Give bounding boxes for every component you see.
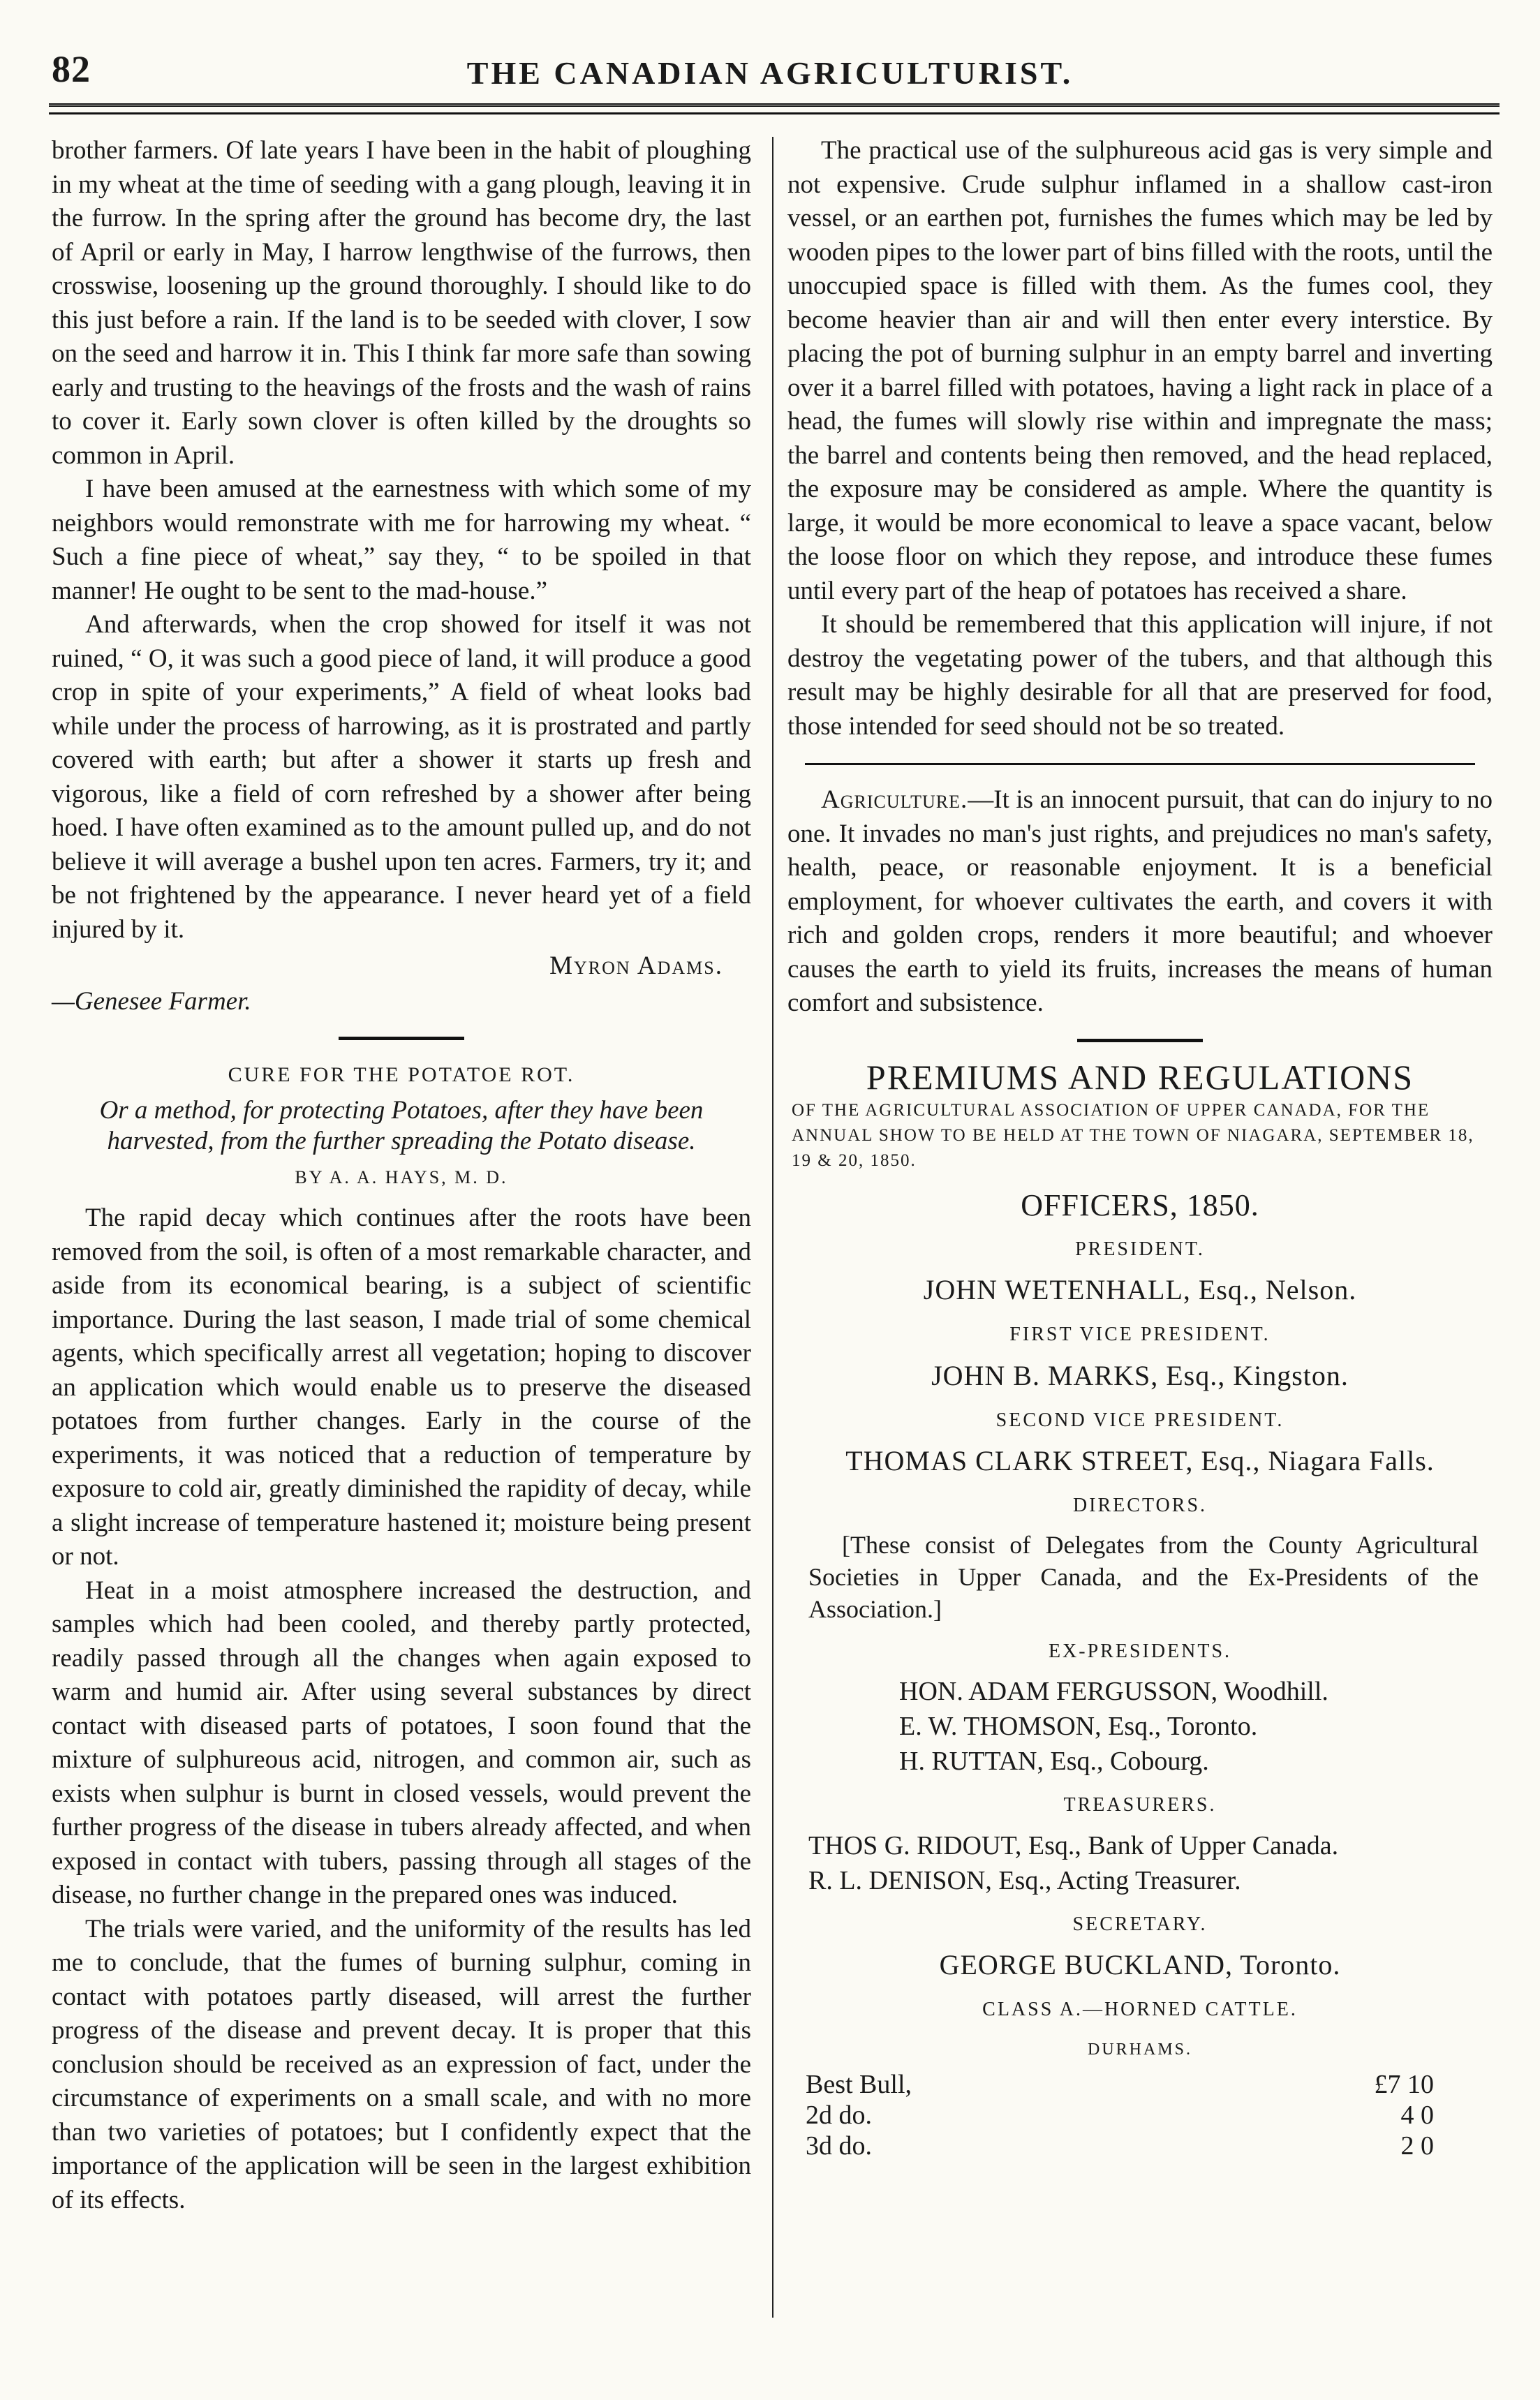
first-vp-label: FIRST VICE PRESIDENT. xyxy=(1009,1324,1271,1345)
treasurer-item: THOS G. RIDOUT, Esq., Bank of Upper Canada. xyxy=(808,1830,1339,1860)
officers-heading: OFFICERS, 1850. xyxy=(1021,1188,1259,1222)
ex-president-item: HON. ADAM FERGUSSON, Woodhill. xyxy=(899,1677,1328,1706)
president-label: PRESIDENT. xyxy=(1075,1238,1205,1260)
treasurers-label: TREASURERS. xyxy=(1063,1794,1217,1816)
column-divider xyxy=(772,137,773,2318)
potato-paragraph-3: The trials were varied, and the uniformity of the results has led me to conclude, that the fumes of burning sulphur, coming in contact with potatoes partly diseased, will arrest the further progress of the disease and prevent decay. It is proper that this conclusion should be received as an expression of fact, under the circumstance of experiments on a small scale, and with no more than two varieties of potatoes; but I confidently expect that the importance of the application will be seen in the largest exhibition of its effects. xyxy=(52,1914,751,2214)
right-column xyxy=(787,134,1493,2161)
ex-presidents-label: EX-PRESIDENTS. xyxy=(1048,1640,1232,1662)
prize-table xyxy=(806,2069,1434,2161)
second-vp-label: SECOND VICE PRESIDENT. xyxy=(995,1409,1284,1431)
potato-article-title: CURE FOR THE POTATOE ROT. xyxy=(228,1063,575,1086)
letter-signature: Myron Adams. xyxy=(549,951,723,980)
second-vp-name: THOMAS CLARK STREET, Esq., Niagara Falls. xyxy=(845,1445,1435,1476)
header-rule xyxy=(49,103,1500,114)
premiums-subtitle: OF THE AGRICULTURAL ASSOCIATION OF UPPER CANADA, FOR THE ANNUAL SHOW TO BE HELD AT THE TOWN OF NIAGARA, SEPTEMBER 18, 19 & 20, 1850. xyxy=(792,1101,1474,1170)
agriculture-paragraph xyxy=(787,783,1493,1021)
treasurer-item: R. L. DENISON, Esq., Acting Treasurer. xyxy=(808,1865,1241,1895)
secretary-name: GEORGE BUCKLAND, Toronto. xyxy=(939,1949,1341,1980)
ex-president-item: E. W. THOMSON, Esq., Toronto. xyxy=(899,1712,1258,1741)
letter-paragraph-1: brother farmers. Of late years I have been in the habit of ploughing in my wheat at the time of seeding with a gang plough, leaving it in the furrow. In the spring after the ground has become dry, the last of April or early in May, I harrow lengthwise of the furrows, then crosswise, loosening up the ground thoroughly. I should like to do this just before a rain. If the land is to be seeded with clover, I sow on the seed and harrow it in. This I think far more safe than sowing early and trusting to the heavings of the frosts and the wash of rains to cover it. Early sown clover is often killed by the droughts so common in April. xyxy=(52,136,751,470)
letter-paragraph-3: And afterwards, when the crop showed for itself it was not ruined, “ O, it was such a good piece of land, it will produce a good crop in spite of your experiments,” A field of wheat looks bad while under the process of harrowing, as it is prostrated and partly covered with earth; but after a shower it starts up fresh and vigorous, like a field of corn refreshed by a shower after being hoed. I have often examined as to the amount pulled up, and do not believe it will average a bushel upon ten acres. Farmers, try it; and be not frightened by the appearance. I never heard yet of a field injured by it. xyxy=(52,610,751,944)
potato-article-byline: BY A. A. HAYS, M. D. xyxy=(295,1166,508,1187)
potato-paragraph-1: The rapid decay which continues after the roots have been removed from the soil, is often of a most remarkable character, and aside from its economical bearing, is a subject of scientific importance. During the last season, I made trial of some chemical agents, which specifically arrest all vegetation; hoping to discover an application which would enable us to preserve the diseased potatoes from further changes. Early in the course of the experiments, it was noticed that a reduction of temperature by exposure to cold air, greatly diminished the rapidity of decay, while a slight increase of temperature hastened it; moisture being present or not. xyxy=(52,1203,751,1571)
section-divider xyxy=(1077,1039,1203,1042)
agriculture-lead: Agriculture. xyxy=(821,785,968,814)
directors-label: DIRECTORS. xyxy=(1072,1495,1208,1516)
table-row xyxy=(806,2069,1434,2100)
section-divider xyxy=(805,763,1475,765)
letter-paragraph-2: I have been amused at the earnestness with which some of my neighbors would remonstrate with me for harrowing my wheat. “ Such a fine piece of wheat,” say they, “ to be spoiled in that manner! He ought to be sent to the mad-house.” xyxy=(52,475,751,605)
first-vp-name: JOHN B. MARKS, Esq., Kingston. xyxy=(931,1359,1349,1391)
president-name: JOHN WETENHALL, Esq., Nelson. xyxy=(923,1274,1357,1305)
prize-label: Best Bull, xyxy=(806,2070,912,2099)
potato-paragraph-2: Heat in a moist atmosphere increased the destruction, and samples which had been cooled, and thereby partly protected, readily passed through all the changes when again exposed to warm and humid air. After using several substances by direct contact with diseased parts of potatoes, I soon found that the mixture of sulphureous acid, nitrogen, and common air, such as exists when sulphur is burnt in closed vessels, would prevent the further progress of the disease in tubers already affected, and when exposed in contact with tubers, passing through all stages of the disease, no further change in the prepared ones was induced. xyxy=(52,1576,751,1909)
prize-amount: £7 10 xyxy=(1374,2070,1434,2099)
breed-heading: DURHAMS. xyxy=(1087,2040,1193,2059)
table-row xyxy=(806,2100,1434,2131)
running-title: THE CANADIAN AGRICULTURIST. xyxy=(466,55,1074,91)
prize-amount: 2 0 xyxy=(1400,2131,1434,2161)
directors-text: [These consist of Delegates from the County Agricultural Societies in Upper Canada, and the Ex-Presidents of the Association.] xyxy=(808,1530,1479,1623)
potato-continued-paragraph-1: The practical use of the sulphureous acid gas is very simple and not expensive. Crude sulphur inflamed in a shallow cast-iron vessel, or an earthen pot, furnishes the fumes which may be led by wooden pipes to the lower part of bins filled with the roots, until the unoccupied space is filled with them. As the fumes cool, they become heavier than air and will then enter every interstice. By placing the pot of burning sulphur in an empty barrel and inverting over it a barrel filled with potatoes, having a light rack in place of a head, the fumes will slowly rise within and impregnate the mass; the barrel and contents being then removed, and the head replaced, the exposure may be considered as ample. Where the quantity is large, it would be more economical to leave a space vacant, below the loose floor on which they repose, and introduce these fumes until every part of the heap of potatoes has received a share. xyxy=(787,136,1493,605)
potato-article-subtitle: Or a method, for protecting Potatoes, after they have been harvested, from the further spreading the Potato disease. xyxy=(99,1095,704,1155)
left-column xyxy=(52,134,751,2217)
prize-label: 3d do. xyxy=(806,2131,872,2161)
potato-continued-paragraph-2: It should be remembered that this application will injure, if not destroy the vegetating power of the tubers, and that although this result may be highly desirable for all that are preserved for food, those intended for seed should not be so treated. xyxy=(787,610,1493,741)
ex-president-item: H. RUTTAN, Esq., Cobourg. xyxy=(899,1747,1209,1776)
table-row xyxy=(806,2131,1434,2161)
prize-label: 2d do. xyxy=(806,2101,872,2130)
letter-source: —Genesee Farmer. xyxy=(52,986,251,1016)
prize-amount: 4 0 xyxy=(1400,2101,1434,2130)
premiums-title: PREMIUMS AND REGULATIONS xyxy=(866,1057,1414,1097)
agriculture-text: —It is an innocent pursuit, that can do injury to no one. It invades no man's just rights, and prejudices no man's safety, health, peace, or reasonable enjoyment. It is a beneficial employment, for whoever cultivates the earth, and covers it with rich and golden crops, renders it more beautiful; and whoever causes the earth to yield its fruits, increases the means of human comfort and subsistence. xyxy=(787,785,1493,1017)
secretary-label: SECRETARY. xyxy=(1072,1913,1208,1935)
class-heading: CLASS A.—HORNED CATTLE. xyxy=(982,1999,1298,2020)
section-divider xyxy=(339,1037,464,1040)
page-number: 82 xyxy=(52,48,91,90)
